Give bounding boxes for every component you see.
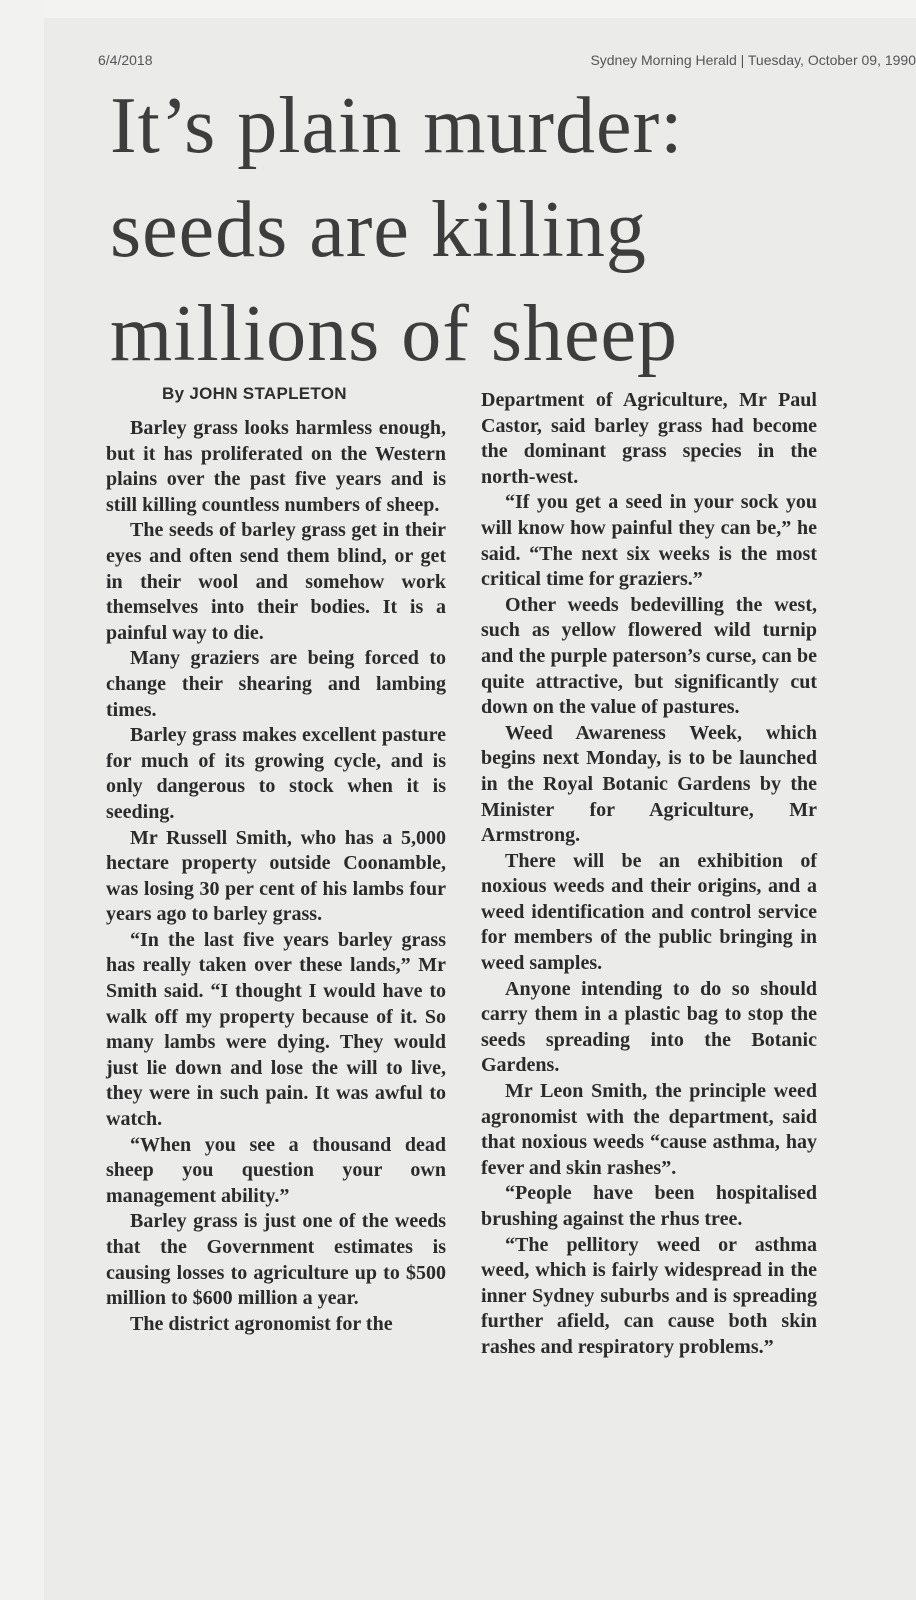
article-paragraph: “If you get a seed in your sock you will know how painful they can be,” he said. “The next six weeks is the most critical time for graziers.” (481, 491, 817, 591)
article-paragraph: Mr Leon Smith, the principle weed agronomist with the department, said that noxious weeds “cause asthma, hay fever and skin rashes”. (481, 1080, 817, 1179)
article-paragraph: “People have been hospitalised brushing against the rhus tree. (481, 1182, 817, 1230)
article-paragraph: Many graziers are being forced to change their shearing and lambing times. (106, 647, 446, 721)
article-paragraph: There will be an exhibition of noxious weeds and their origins, and a weed identification and control service for members of the public bringing in weed samples. (481, 849, 817, 975)
headline (110, 74, 830, 386)
article-paragraph: Weed Awareness Week, which begins next Monday, is to be launched in the Royal Botanic Gardens by the Minister for Agriculture, Mr Armstrong. (481, 721, 817, 847)
article-paragraph: The seeds of barley grass get in their eyes and often send them blind, or get in their wool and somehow work themselves into their bodies. It is a painful way to die. (106, 519, 446, 644)
article-column-right (481, 388, 817, 1361)
article-paragraph: Barley grass is just one of the weeds that the Government estimates is causing losses to agriculture up to $500 million to $600 million a year. (106, 1210, 446, 1310)
article-paragraph: Anyone intending to do so should carry them in a plastic bag to stop the seeds spreading into the Botanic Gardens. (481, 977, 817, 1077)
article-paragraph: Mr Russell Smith, who has a 5,000 hectare property outside Coonamble, was losing 30 per cent of his lambs four years ago to barley grass. (106, 826, 446, 926)
article-paragraph: Barley grass looks harmless enough, but it has proliferated on the Western plains over the past five years and is still killing countless numbers of sheep. (106, 417, 446, 516)
headline-line: seeds are killing (110, 186, 647, 274)
article-paragraph: “In the last five years barley grass has really taken over these lands,” Mr Smith said. “I thought I would have to walk off my property because of it. So many lambs were dying. They would just lie down and lose the will to live, they were in such pain. It was awful to watch. (106, 928, 446, 1131)
article-column-left (106, 416, 446, 1337)
headline-line: It’s plain murder: (110, 82, 684, 170)
byline: By JOHN STAPLETON (162, 384, 347, 403)
print-date: 6/4/2018 (98, 52, 153, 68)
article-paragraph: Barley grass makes excellent pasture for much of its growing cycle, and is only dangerous to stock when it is seeding. (106, 724, 446, 823)
scan-background-top (0, 0, 916, 18)
article-paragraph: “When you see a thousand dead sheep you question your own management ability.” (106, 1133, 446, 1207)
article-paragraph: Other weeds bedevilling the west, such as yellow flowered wild turnip and the purple paterson’s curse, can be quite attractive, but significantly cut down on the value of pastures. (481, 593, 817, 719)
headline-line: millions of sheep (110, 290, 679, 378)
print-source: Sydney Morning Herald | Tuesday, October 09, 1990 (590, 52, 916, 68)
scan-background-left (0, 0, 44, 1600)
article-paragraph: The district agronomist for the (130, 1312, 393, 1335)
article-paragraph: “The pellitory weed or asthma weed, which is fairly widespread in the inner Sydney suburbs and is spreading further afield, can cause both skin rashes and respiratory problems.” (481, 1233, 817, 1358)
article-paragraph: Department of Agriculture, Mr Paul Castor, said barley grass had become the dominant grass species in the north-west. (481, 389, 817, 488)
